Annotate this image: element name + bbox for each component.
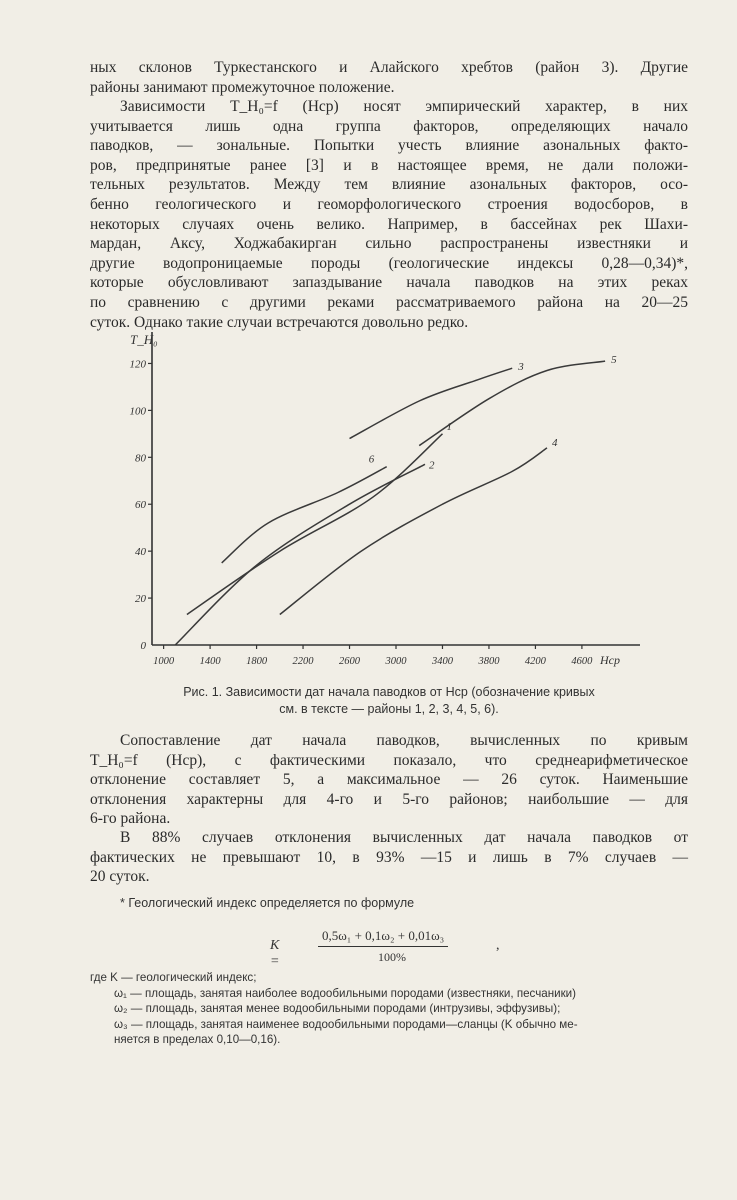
x-tick-label: 4200 <box>524 656 546 667</box>
y-tick-label: 100 <box>129 405 146 418</box>
x-tick-label: 3000 <box>385 656 407 667</box>
paragraph-comparison <box>90 731 688 829</box>
text-line: которые обусловливают запаздывание начала паводков на этих реках <box>90 274 688 292</box>
caption-line: см. в тексте — районы 1, 2, 3, 4, 5, 6). <box>279 702 499 716</box>
y-tick-label: 40 <box>135 546 146 559</box>
y-tick-label: 0 <box>140 640 146 652</box>
series-line-5 <box>419 361 605 446</box>
y-axis-label: T_H₀ <box>130 332 158 347</box>
text-line: отклонение составляет 5, а максимальное — 26 суток. Наименьшие <box>90 771 688 789</box>
series-line-6 <box>222 467 387 563</box>
y-tick-label: 20 <box>135 593 146 606</box>
series-label-5: 5 <box>611 354 617 367</box>
text-line: ров, предпринятые ранее [3] и в настоящее время, не дали положи- <box>90 156 688 174</box>
series-label-2: 2 <box>429 459 435 472</box>
x-tick-label: 1000 <box>153 656 175 667</box>
definition-line: ω₃ — площадь, занятая наименее водообильными породами—сланцы (K обычно ме- <box>114 1017 578 1031</box>
text-line: ных склонов Туркестанского и Алайского хребтов (район 3). Другие <box>90 59 688 76</box>
text-line: 6-го района. <box>90 810 171 828</box>
paragraph-percent <box>90 828 688 887</box>
x-tick-label: 1400 <box>199 656 221 667</box>
caption-line: Рис. 1. Зависимости дат начала паводков от Hср (обозначение кривых <box>183 685 595 699</box>
formula-comma: , <box>496 938 500 953</box>
text-line: тельных результатов. Между тем влияние азональных факторов, осо- <box>90 176 688 194</box>
text-line: Сопоставление дат начала паводков, вычисленных по кривым <box>120 732 688 749</box>
series-label-4: 4 <box>552 436 558 449</box>
text-line: T_H₀=f (Hср), с фактическими показало, что среднеарифметическое <box>90 751 688 769</box>
text-line: учитывается лишь одна группа факторов, определяющих начало <box>90 117 688 135</box>
text-line: районы занимают промежуточное положение. <box>90 78 395 96</box>
series-line-1 <box>187 434 443 615</box>
formula-denominator: 100% <box>378 950 406 964</box>
text-line: 20 суток. <box>90 868 150 886</box>
series-label-3: 3 <box>518 361 524 374</box>
series-line-3 <box>350 368 513 438</box>
y-tick-label: 120 <box>129 358 146 371</box>
x-tick-label: 3800 <box>478 656 500 667</box>
text-line: по сравнению с другими реками рассматриваемого района на 20—25 <box>90 293 688 311</box>
text-line: Зависимости T_H₀=f (Hср) носят эмпирический характер, в них <box>120 98 688 115</box>
definition-line: ω₂ — площадь, занятая менее водообильными породами (интрузивы, эффузивы); <box>114 1002 561 1015</box>
x-tick-label: 2600 <box>339 656 361 667</box>
x-axis-label: Hср <box>600 653 620 667</box>
text-line: другие водопроницаемые породы (геологические индексы 0,28—0,34)*, <box>90 254 688 272</box>
figure-chart <box>0 320 737 680</box>
definition-line: где K — геологический индекс; <box>90 971 257 984</box>
text-line: мардан, Аксу, Ходжабакирган сильно распространены известняки и <box>90 235 688 253</box>
figure-caption <box>90 684 688 718</box>
series-line-4 <box>280 448 547 615</box>
definition-line: ω₁ — площадь, занятая наиболее водообильными породами (известняки, песчаники) <box>114 986 577 1000</box>
formula-numerator: 0,5ω₁ + 0,1ω₂ + 0,01ω₃ <box>318 928 448 947</box>
text-line: В 88% случаев отклонения вычисленных дат начала паводков от <box>120 829 688 846</box>
footnote-definitions <box>90 970 700 1048</box>
footnote-title: * Геологический индекс определяется по формуле <box>120 896 415 910</box>
x-tick-label: 4600 <box>571 656 593 667</box>
text-line: паводков, — зональные. Попытки учесть влияние азональных факто- <box>90 137 688 155</box>
text-line: отклонения характерны для 4-го и 5-го районов; наибольшие — для <box>90 790 688 808</box>
x-tick-label: 2200 <box>292 656 314 667</box>
text-line: фактических не превышают 10, в 93% —15 и лишь в 7% случаев — <box>90 848 688 866</box>
formula-lhs: K = <box>270 938 280 969</box>
text-line: бенно геологического и геоморфологического строения водосборов, в <box>90 195 688 213</box>
top-paragraph <box>90 58 688 97</box>
x-tick-label: 3400 <box>431 656 453 667</box>
x-tick-label: 1800 <box>246 656 268 667</box>
definition-line: няется в пределах 0,10—0,16). <box>114 1033 281 1046</box>
text-line: некоторых случаях очень велико. Например, в бассейнах рек Шахи- <box>90 215 688 233</box>
y-tick-label: 80 <box>135 452 146 465</box>
series-line-2 <box>175 464 425 645</box>
chart-axes <box>152 332 640 645</box>
series-label-6: 6 <box>368 453 375 466</box>
paragraph-dependencies <box>90 97 688 332</box>
series-label-1: 1 <box>446 420 452 433</box>
text-line: суток. Однако такие случаи встречаются довольно редко. <box>90 313 469 331</box>
y-tick-label: 60 <box>135 499 146 512</box>
